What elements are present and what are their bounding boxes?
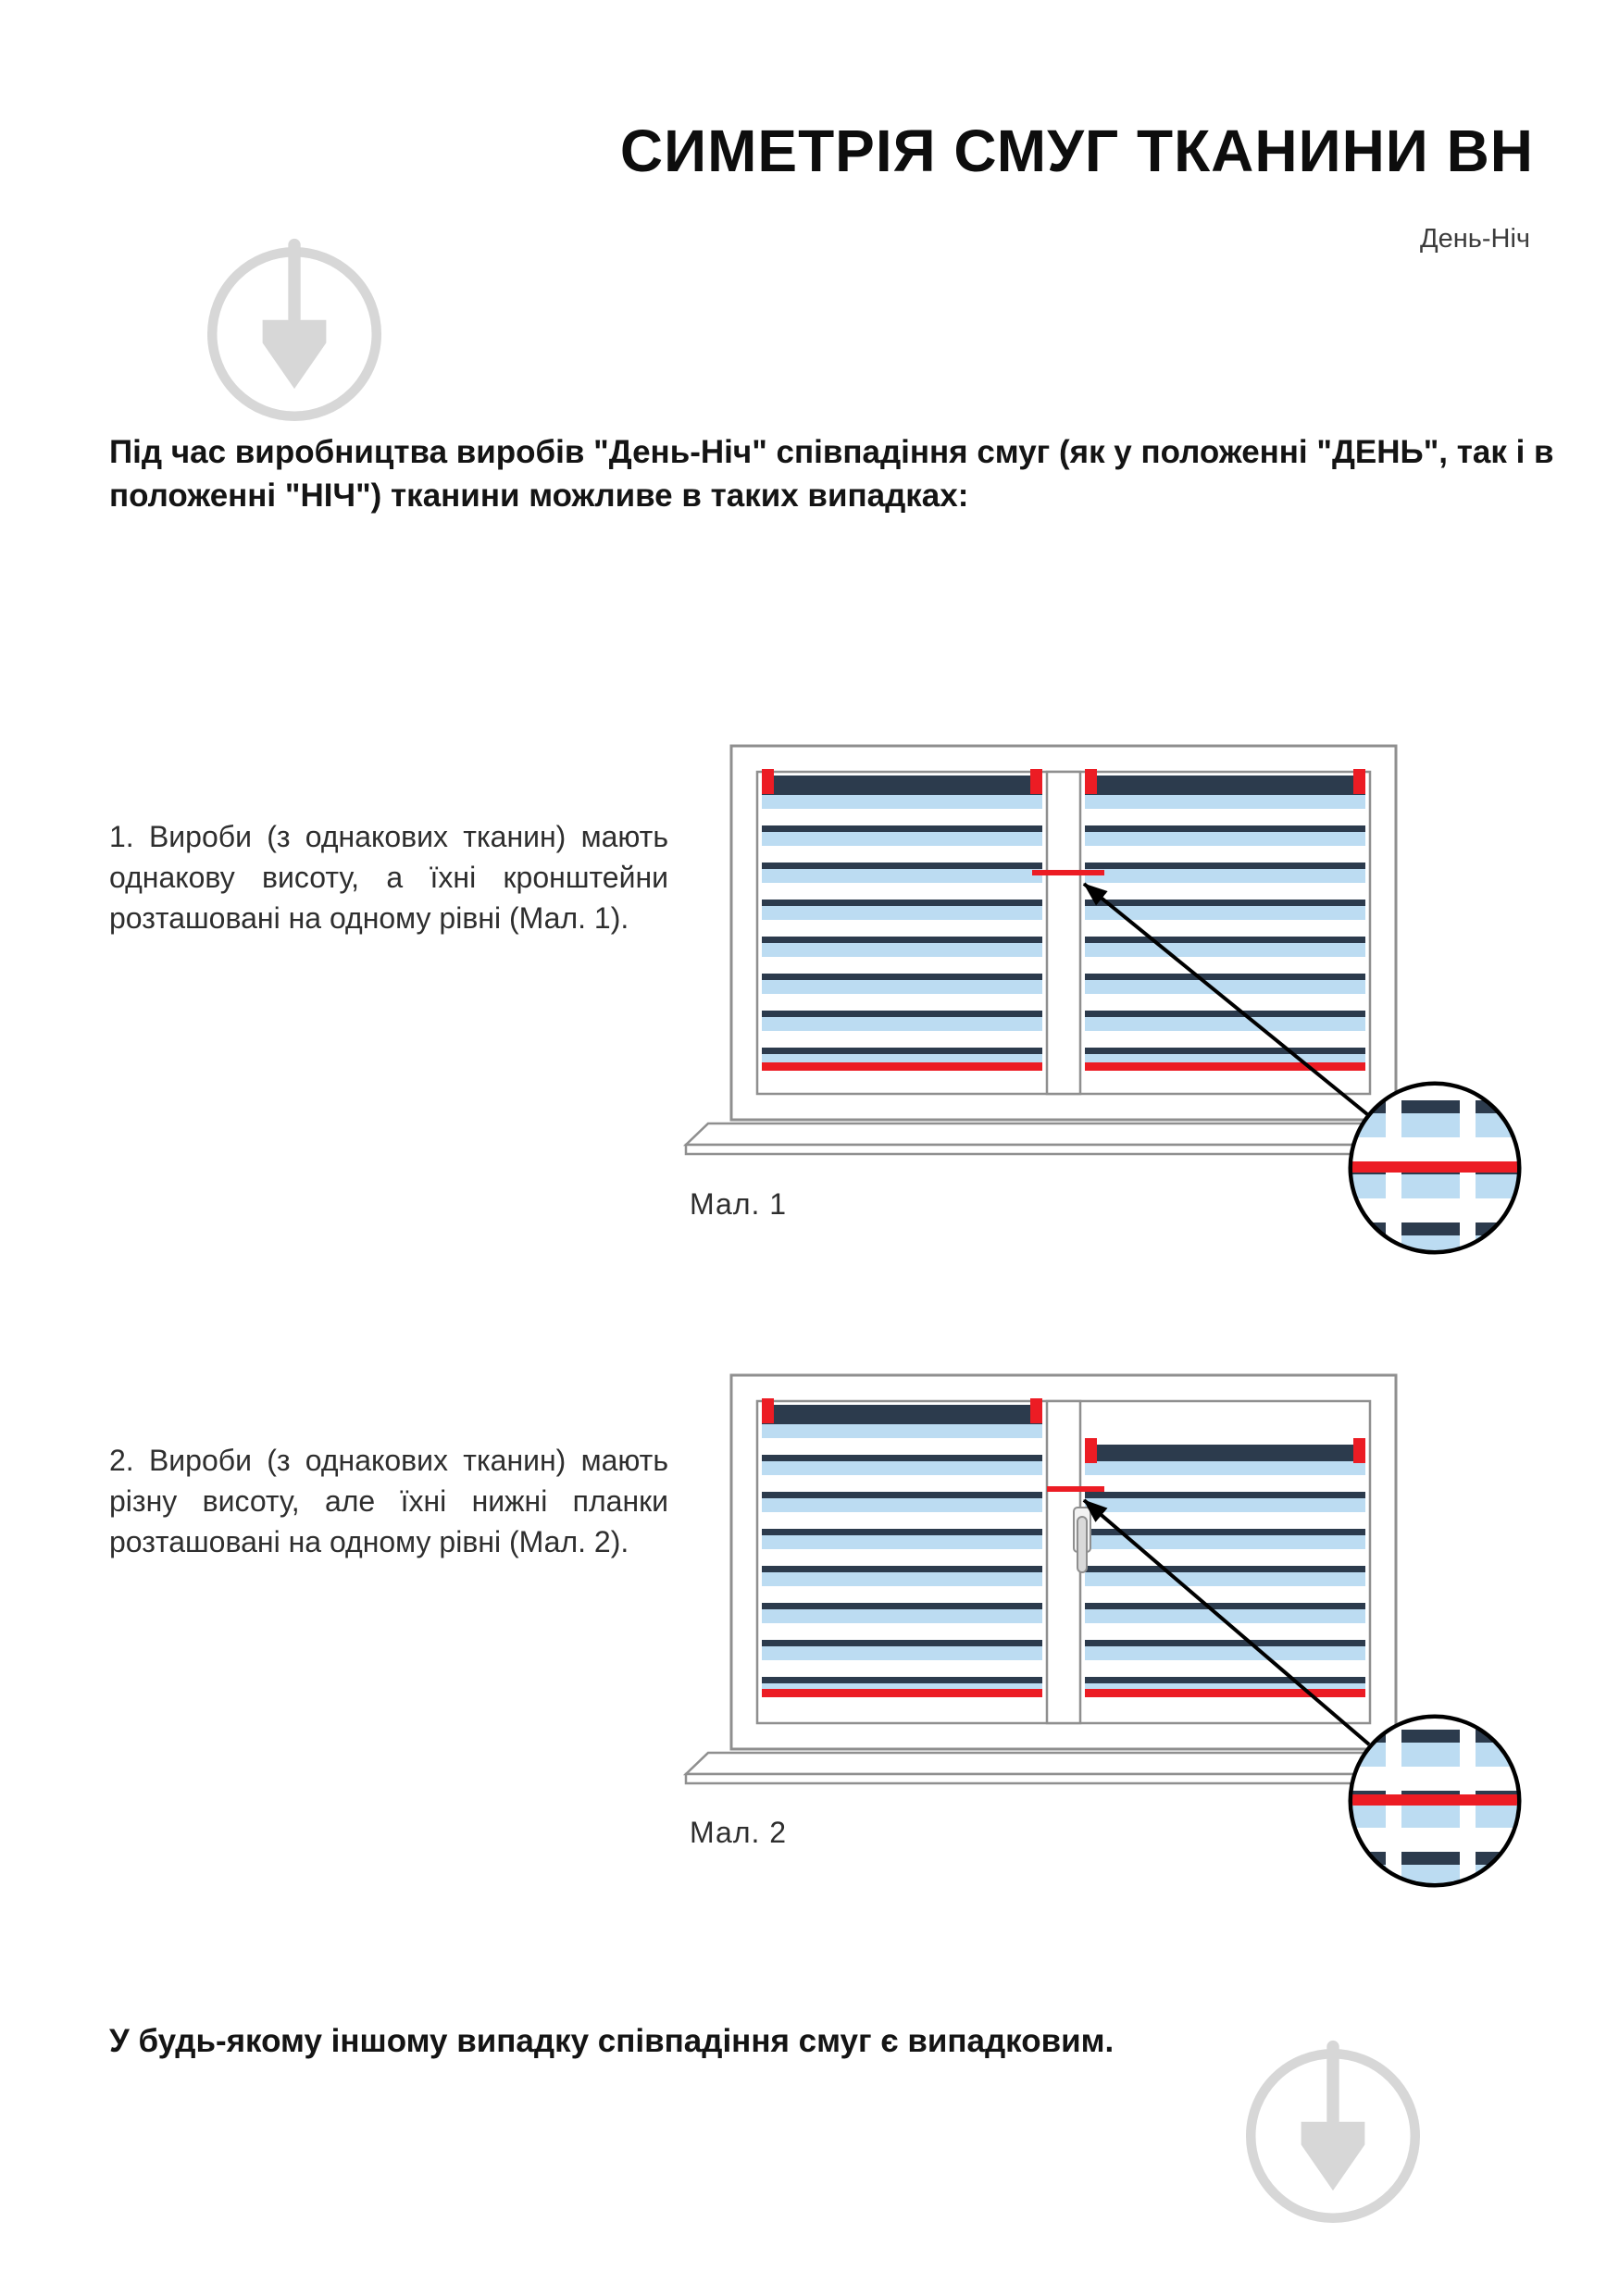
bracket-icon bbox=[1085, 1438, 1097, 1463]
right-blind-short bbox=[1085, 1438, 1365, 1697]
footer-note: У будь-якому іншому випадку співпадіння смуг є випадковим. bbox=[109, 2023, 1115, 2059]
figure-1-window-diagram bbox=[680, 734, 1532, 1271]
left-blind bbox=[762, 769, 1042, 1071]
figure-2-window-diagram bbox=[680, 1363, 1532, 1900]
window-sill bbox=[686, 1123, 1441, 1154]
brand-watermark-icon bbox=[197, 237, 392, 431]
figure-1 bbox=[680, 734, 1532, 1271]
figure-2-label: Мал. 2 bbox=[690, 1816, 788, 1849]
figure-2 bbox=[680, 1363, 1532, 1900]
bracket-icon bbox=[1353, 1438, 1365, 1463]
case-1-text: 1. Вироби (з однакових тканин) мають однакову висоту, а їхні кронштейни розташовані на одному рівні (Мал. 1). bbox=[109, 820, 668, 936]
intro-paragraph: Під час виробництва виробів "День-Ніч" співпадіння смуг (як у положенні "ДЕНЬ", так і в положенні "НІЧ") тканини можливе в таких випадках: bbox=[109, 434, 1554, 514]
bracket-icon bbox=[1353, 769, 1365, 794]
page-subtitle: День-Ніч bbox=[1419, 224, 1530, 254]
window-sill bbox=[686, 1753, 1441, 1783]
case-2-text: 2. Вироби (з однакових тканин) мають різну висоту, але їхні нижні планки розташовані на одному рівні (Мал. 2). bbox=[109, 1444, 668, 1559]
bracket-icon bbox=[1030, 1398, 1042, 1423]
brand-watermark-icon bbox=[1236, 2039, 1430, 2233]
bracket-icon bbox=[1085, 769, 1097, 794]
page-title: СИМЕТРІЯ СМУГ ТКАНИНИ ВН bbox=[619, 118, 1534, 184]
figure-1-label: Мал. 1 bbox=[690, 1187, 788, 1221]
bracket-icon bbox=[762, 1398, 774, 1423]
left-blind-tall bbox=[762, 1398, 1042, 1697]
bracket-icon bbox=[762, 769, 774, 794]
bracket-icon bbox=[1030, 769, 1042, 794]
